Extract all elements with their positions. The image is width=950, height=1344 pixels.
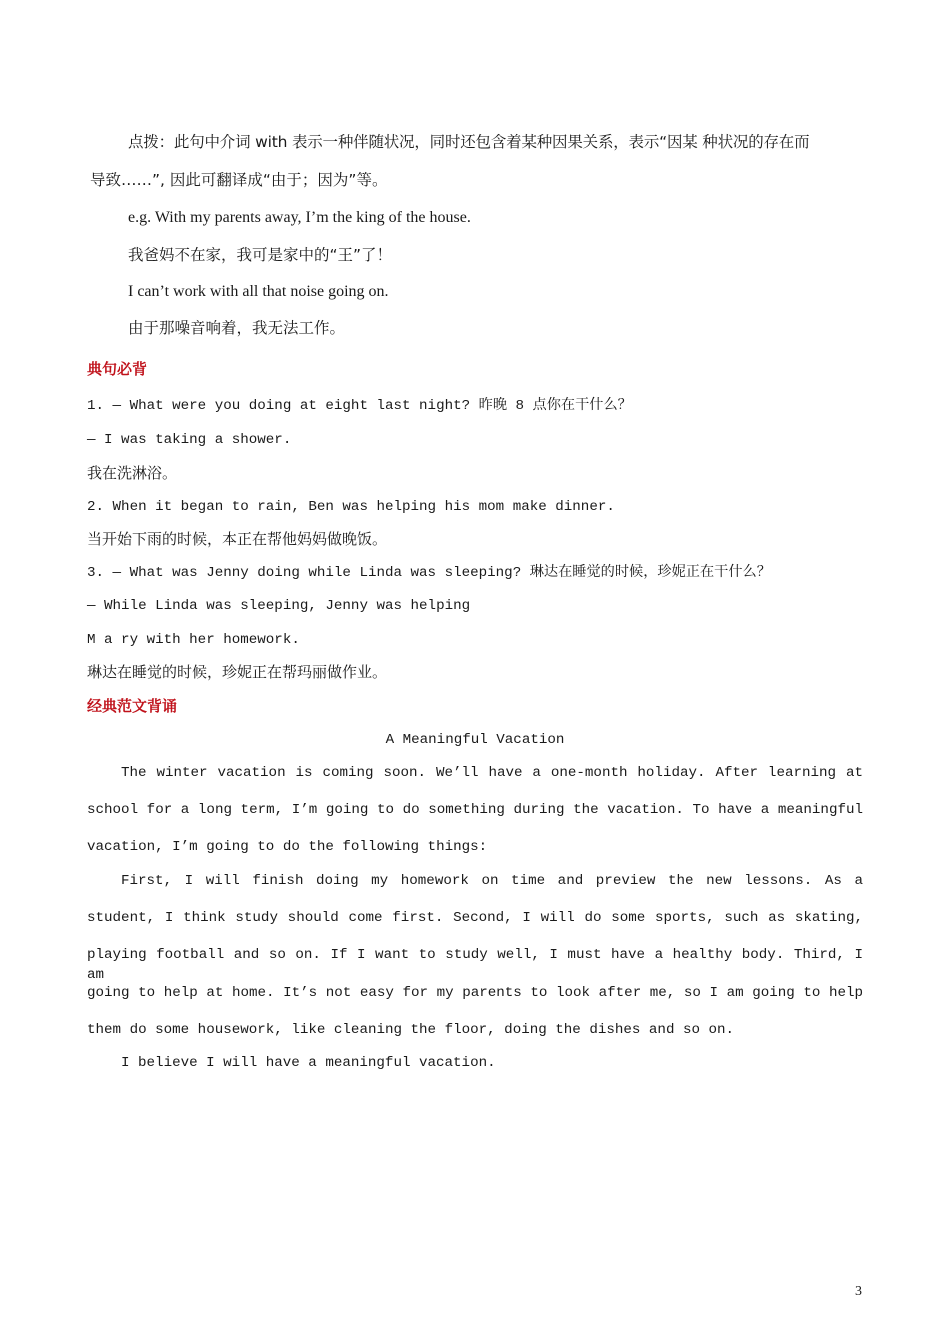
example-2-chinese: 由于那噪音响着，我无法工作。 (128, 319, 346, 337)
example-2-english: I can’t work with all that noise going on. (128, 283, 389, 300)
note-line-1: 点拨：此句中介词 with 表示一种伴随状况，同时还包含着某种因果关系，表示“因某 种状况的存在而 (128, 133, 810, 151)
sentence-1-translation: 我在洗淋浴。 (87, 464, 178, 482)
essay-para-3: I believe I will have a meaningful vacation. (121, 1055, 496, 1071)
sentence-1-question: 1. — What were you doing at eight last night? 昨晚 8 点你在干什么？ (87, 398, 632, 414)
note-line-2: 导致……”, 因此可翻译成“由于；因为”等。 (90, 171, 388, 189)
essay-para-1-line-3: vacation, I’m going to do the following things: (87, 839, 488, 855)
essay-title: A Meaningful Vacation (385, 732, 565, 748)
section-heading-model-essay: 经典范文背诵 (87, 697, 178, 715)
sentence-3-answer-part-2: M a ry with her homework. (87, 632, 300, 648)
essay-para-2-line-5: them do some housework, like cleaning the floor, doing the dishes and so on. (87, 1022, 735, 1038)
sentence-3-question: 3. — What was Jenny doing while Linda was sleeping? 琳达在睡觉的时候，珍妮正在干什么？ (87, 565, 771, 581)
sentence-2: 2. When it began to rain, Ben was helping his mom make dinner. (87, 499, 615, 515)
example-1-english: e.g. With my parents away, I’m the king of the house. (128, 209, 471, 226)
essay-para-2-line-3: playing football and so on. If I want to study well, I must have a healthy body. Third, I am (87, 947, 863, 983)
example-1-chinese: 我爸妈不在家，我可是家中的“王”了！ (128, 246, 393, 264)
essay-para-1-line-2: school for a long term, I’m going to do something during the vacation. To have a meaningful (87, 802, 863, 818)
essay-para-2-line-1: First, I will finish doing my homework on time and preview the new lessons. As a (121, 873, 863, 889)
essay-para-2-line-2: student, I think study should come first. Second, I will do some sports, such as skating, (87, 910, 863, 926)
section-heading-key-sentences: 典句必背 (87, 360, 148, 378)
page-number: 3 (855, 1284, 862, 1299)
sentence-3-translation: 琳达在睡觉的时候，珍妮正在帮玛丽做作业。 (87, 663, 388, 681)
sentence-2-translation: 当开始下雨的时候，本正在帮他妈妈做晚饭。 (87, 530, 388, 548)
essay-para-2-line-4: going to help at home. It’s not easy for my parents to look after me, so I am going to help (87, 985, 863, 1001)
sentence-3-answer-part-1: — While Linda was sleeping, Jenny was helping (87, 598, 471, 614)
sentence-1-answer: — I was taking a shower. (87, 432, 292, 448)
essay-para-1-line-1: The winter vacation is coming soon. We’ll have a one-month holiday. After learning at (121, 765, 863, 781)
